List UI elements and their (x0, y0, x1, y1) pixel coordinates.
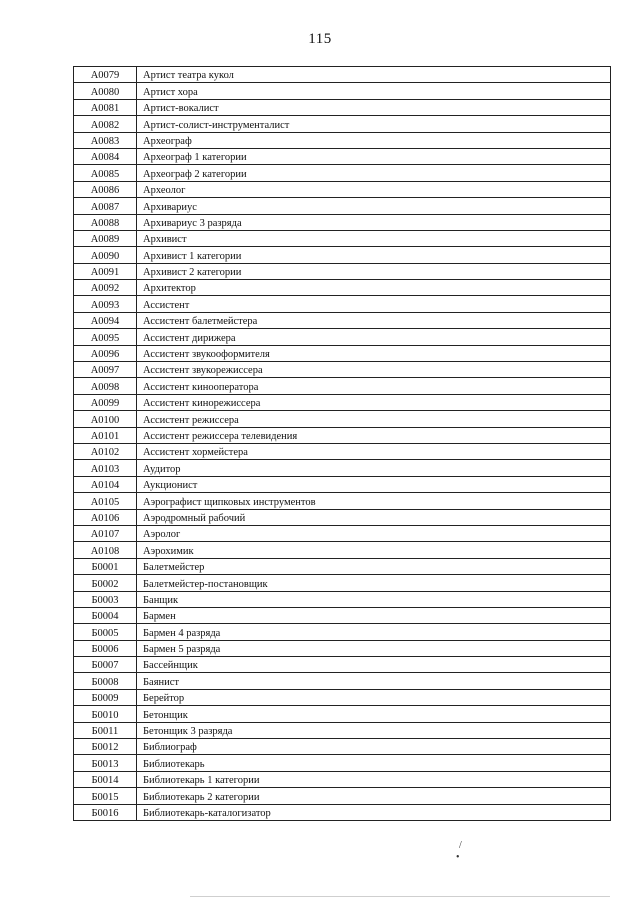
occupation-name-cell: Аэродромный рабочий (137, 509, 611, 525)
occupation-name-cell: Баянист (137, 673, 611, 689)
table-row (74, 460, 611, 476)
occupation-code-cell: А0087 (74, 198, 137, 214)
occupation-code-cell: А0104 (74, 476, 137, 492)
table-row (74, 575, 611, 591)
occupation-code-cell: А0108 (74, 542, 137, 558)
occupation-name-cell: Берейтор (137, 689, 611, 705)
table-row (74, 263, 611, 279)
occupation-code-cell: Б0003 (74, 591, 137, 607)
occupation-code-cell: А0105 (74, 493, 137, 509)
occupation-code-cell: А0093 (74, 296, 137, 312)
occupation-name-cell: Архивист 2 категории (137, 263, 611, 279)
occupation-code-cell: А0103 (74, 460, 137, 476)
table-row (74, 312, 611, 328)
occupation-name-cell: Библиотекарь 1 категории (137, 771, 611, 787)
table-row (74, 804, 611, 820)
scan-mark: / (459, 840, 462, 851)
table-row (74, 198, 611, 214)
table-row (74, 689, 611, 705)
occupation-name-cell: Ассистент кинооператора (137, 378, 611, 394)
table-row (74, 378, 611, 394)
occupation-code-cell: А0090 (74, 247, 137, 263)
occupation-name-cell: Архивариус 3 разряда (137, 214, 611, 230)
occupation-name-cell: Ассистент режиссера (137, 411, 611, 427)
occupation-name-cell: Ассистент балетмейстера (137, 312, 611, 328)
occupation-code-cell: А0101 (74, 427, 137, 443)
table-body (74, 67, 611, 821)
table-row (74, 132, 611, 148)
occupation-name-cell: Аэролог (137, 525, 611, 541)
table-row (74, 788, 611, 804)
occupation-codes-table (73, 66, 611, 821)
occupation-code-cell: А0088 (74, 214, 137, 230)
occupation-code-cell: А0097 (74, 362, 137, 378)
table-row (74, 214, 611, 230)
occupation-code-cell: Б0011 (74, 722, 137, 738)
table-row (74, 476, 611, 492)
occupation-name-cell: Ассистент (137, 296, 611, 312)
occupation-name-cell: Ассистент хормейстера (137, 443, 611, 459)
occupation-code-cell: Б0008 (74, 673, 137, 689)
occupation-code-cell: Б0001 (74, 558, 137, 574)
occupation-code-cell: Б0006 (74, 640, 137, 656)
table-row (74, 657, 611, 673)
table-row (74, 558, 611, 574)
occupation-code-cell: А0089 (74, 230, 137, 246)
table-row (74, 443, 611, 459)
table-row (74, 181, 611, 197)
table-row (74, 493, 611, 509)
occupation-name-cell: Бетонщик (137, 706, 611, 722)
occupation-name-cell: Ассистент дирижера (137, 329, 611, 345)
occupation-code-cell: А0082 (74, 116, 137, 132)
table-row (74, 739, 611, 755)
occupation-name-cell: Археограф 2 категории (137, 165, 611, 181)
table-row (74, 230, 611, 246)
occupation-code-cell: А0084 (74, 148, 137, 164)
occupation-code-cell: Б0013 (74, 755, 137, 771)
bottom-edge-line (190, 896, 610, 897)
occupation-code-cell: А0085 (74, 165, 137, 181)
table-row (74, 673, 611, 689)
occupation-name-cell: Архивист (137, 230, 611, 246)
table-row (74, 345, 611, 361)
occupation-name-cell: Архивист 1 категории (137, 247, 611, 263)
table-row (74, 83, 611, 99)
page-number: 115 (308, 31, 332, 47)
occupation-name-cell: Археограф (137, 132, 611, 148)
table-row (74, 247, 611, 263)
occupation-name-cell: Аудитор (137, 460, 611, 476)
occupation-code-cell: А0092 (74, 280, 137, 296)
occupation-code-cell: Б0010 (74, 706, 137, 722)
occupation-name-cell: Археограф 1 категории (137, 148, 611, 164)
occupation-name-cell: Бассейнщик (137, 657, 611, 673)
table-row (74, 542, 611, 558)
occupation-code-cell: А0099 (74, 394, 137, 410)
occupation-code-cell: А0091 (74, 263, 137, 279)
occupation-name-cell: Артист-солист-инструменталист (137, 116, 611, 132)
occupation-name-cell: Ассистент звукооформителя (137, 345, 611, 361)
table-row (74, 411, 611, 427)
table-row (74, 640, 611, 656)
occupation-code-cell: А0079 (74, 67, 137, 83)
occupation-name-cell: Библиотекарь (137, 755, 611, 771)
occupation-code-cell: Б0009 (74, 689, 137, 705)
occupation-code-cell: А0106 (74, 509, 137, 525)
occupation-name-cell: Археолог (137, 181, 611, 197)
table-row (74, 394, 611, 410)
occupation-name-cell: Библиотекарь 2 категории (137, 788, 611, 804)
table-row (74, 771, 611, 787)
occupation-name-cell: Бармен 4 разряда (137, 624, 611, 640)
occupation-name-cell: Артист театра кукол (137, 67, 611, 83)
occupation-code-cell: А0094 (74, 312, 137, 328)
occupation-code-cell: А0081 (74, 99, 137, 115)
occupation-code-cell: Б0015 (74, 788, 137, 804)
occupation-code-cell: Б0005 (74, 624, 137, 640)
occupation-code-cell: А0107 (74, 525, 137, 541)
occupation-name-cell: Бармен (137, 607, 611, 623)
occupation-code-cell: Б0012 (74, 739, 137, 755)
occupation-name-cell: Бармен 5 разряда (137, 640, 611, 656)
table-row (74, 99, 611, 115)
table-row (74, 329, 611, 345)
occupation-code-cell: Б0004 (74, 607, 137, 623)
occupation-code-cell: А0083 (74, 132, 137, 148)
occupation-code-cell: А0080 (74, 83, 137, 99)
occupation-name-cell: Банщик (137, 591, 611, 607)
occupation-code-cell: А0098 (74, 378, 137, 394)
occupation-code-cell: А0095 (74, 329, 137, 345)
occupation-code-cell: А0086 (74, 181, 137, 197)
table-row (74, 607, 611, 623)
occupation-name-cell: Аэрохимик (137, 542, 611, 558)
table-row (74, 165, 611, 181)
table-row (74, 525, 611, 541)
occupation-code-cell: Б0007 (74, 657, 137, 673)
table-row (74, 624, 611, 640)
occupation-code-cell: А0102 (74, 443, 137, 459)
table-row (74, 116, 611, 132)
table-row (74, 67, 611, 83)
occupation-name-cell: Архитектор (137, 280, 611, 296)
occupation-name-cell: Аэрографист щипковых инструментов (137, 493, 611, 509)
table-row (74, 362, 611, 378)
occupation-name-cell: Ассистент звукорежиссера (137, 362, 611, 378)
table-row (74, 148, 611, 164)
table-row (74, 427, 611, 443)
occupation-code-cell: Б0016 (74, 804, 137, 820)
occupation-name-cell: Ассистент режиссера телевидения (137, 427, 611, 443)
table-row (74, 296, 611, 312)
occupation-name-cell: Балетмейстер (137, 558, 611, 574)
table-row (74, 706, 611, 722)
table-row (74, 591, 611, 607)
table-row (74, 280, 611, 296)
table-row (74, 722, 611, 738)
occupation-code-cell: Б0014 (74, 771, 137, 787)
occupation-name-cell: Библиотекарь-каталогизатор (137, 804, 611, 820)
occupation-name-cell: Аукционист (137, 476, 611, 492)
table-row (74, 509, 611, 525)
occupation-name-cell: Балетмейстер-постановщик (137, 575, 611, 591)
occupation-code-cell: А0096 (74, 345, 137, 361)
occupation-code-cell: А0100 (74, 411, 137, 427)
occupation-name-cell: Библиограф (137, 739, 611, 755)
scan-mark: • (456, 852, 460, 863)
occupation-name-cell: Бетонщик 3 разряда (137, 722, 611, 738)
occupation-code-cell: Б0002 (74, 575, 137, 591)
occupation-name-cell: Архивариус (137, 198, 611, 214)
occupation-name-cell: Ассистент кинорежиссера (137, 394, 611, 410)
table-row (74, 755, 611, 771)
occupation-name-cell: Артист хора (137, 83, 611, 99)
occupation-name-cell: Артист-вокалист (137, 99, 611, 115)
